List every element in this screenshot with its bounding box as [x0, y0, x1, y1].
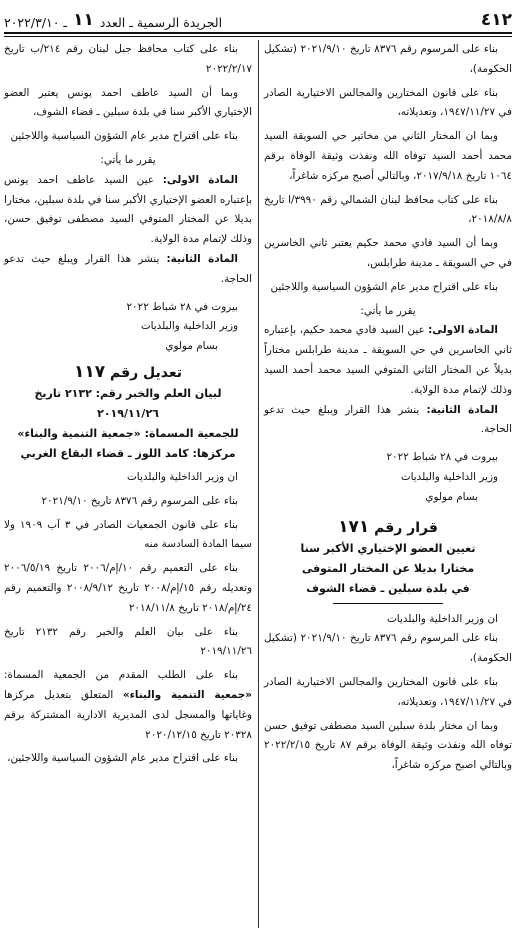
issue-number: ١١ — [73, 10, 94, 30]
header-rule-thin — [4, 36, 512, 37]
article-2 — [264, 401, 512, 441]
article-2 — [4, 250, 252, 290]
article-label: المادة الاولى: — [428, 324, 498, 337]
article-label: المادة الاولى: — [162, 173, 238, 186]
gazette-issue-info — [4, 10, 222, 30]
header-rule — [4, 32, 512, 34]
decides-heading: يقرر ما يأتي: — [360, 304, 416, 317]
article-label: المادة الثانية: — [426, 403, 498, 416]
paragraph: وبما أن السيد فادي محمد حكيم يعتبر ثاني الخاسرين في حي السويقة ـ مدينة طرابلس، — [264, 237, 512, 269]
page-header — [4, 8, 512, 30]
paragraph: بناء على الطلب المقدم من الجمعية المسماة: «جمعية التنمية والبناء» المتعلق بتعديل مركزها وغاياتها والمسجل لدى المديرية الادارية المشتركة برقم ٢٠٣٢٨ تاريخ ٢٠٢٠/١٢/١٥ — [4, 669, 252, 741]
signature: بسام مولوي — [165, 340, 218, 353]
article-1 — [4, 171, 252, 250]
column-divider — [258, 40, 259, 928]
decision-title: قرار رقم ١٧١ — [338, 516, 438, 537]
paragraph: بناء على اقتراح مدير عام الشؤون السياسية واللاجئين — [10, 130, 238, 143]
decision-subject: تعيين العضو الإختياري الأكبر سنا — [300, 541, 476, 555]
paragraph: وبما أن السيد عاطف احمد يونس يعتبر العضو الإختياري الأكبر سنا في بلدة سبلين ـ قضاء الشوف، — [4, 86, 252, 119]
paragraph: بناء على المرسوم رقم ٨٣٧٦ تاريخ ٢٠٢١/٩/١٠ — [41, 494, 238, 507]
title-rule — [333, 603, 443, 604]
article-text: عين السيد فادي محمد حكيم، بإعتباره ثاني الخاسرين في حي السويقة ـ مدينة طرابلس مختاراً بديلاً عن المختار الثاني المتوفي السيد محمد أحمد السيد وذلك لإتمام مدة الولاية. — [264, 324, 512, 396]
article-label: المادة الثانية: — [166, 252, 238, 265]
paragraph: بناء على المرسوم رقم ٨٣٧٦ تاريخ ٢٠٢١/٩/١٠ (تشكيل الحكومة)، — [264, 632, 512, 665]
article-text: ينشر هذا القرار ويبلغ حيث تدعو الحاجة. — [264, 403, 512, 436]
article-1 — [264, 321, 512, 400]
paragraph: بناء على التعميم رقم ١٠/إم/٢٠٠٦ تاريخ ٢٠٠٦/٥/١٩ وتعديله رقم ١٥/إم/٢٠٠٨ تاريخ ٢٠٠٨/٩/١٢ والتعميم رقم ٢٤/إم/٢٠١٨ تاريخ ٢٠١٨/١١/٨ — [4, 562, 252, 614]
minister-title: وزير الداخلية والبلديات — [400, 470, 498, 483]
paragraph: بناء على قانون المختارين والمجالس الاختيارية الصادر في ١٩٤٧/١١/٢٧، وتعديلاته، — [264, 675, 512, 708]
paragraph: بناء على كتاب محافظ لبنان الشمالي رقم ٣٩٩٠/ا تاريخ ٢٠١٨/٨/٨، — [264, 193, 512, 226]
paragraph: بناء على اقتراح مدير عام الشؤون السياسية واللاجئين — [270, 280, 498, 293]
article-text: عين السيد عاطف احمد يونس بإعتباره العضو الإختياري الأكبر سنا في بلدة سبلين، مختارا بديلا عن المختار المتوفي السيد مصطفى توفيق حسن، وذلك لإتمام مدة الولاية. — [4, 173, 252, 246]
paragraph: بناء على كتاب محافظ جبل لبنان رقم ٢١٤/ب تاريخ ٢٠٢٢/٢/١٧ — [4, 43, 252, 75]
page-number: ٤١٢ — [480, 10, 512, 30]
minister-title: وزير الداخلية والبلديات — [140, 320, 238, 333]
gazette-name: الجريدة الرسمية ـ العدد — [99, 15, 223, 30]
left-column — [4, 40, 252, 930]
association-name: «جمعية التنمية والبناء» — [122, 688, 252, 701]
decision-subject: مختارا بديلا عن المختار المتوفى — [301, 561, 475, 575]
paragraph: بناء على اقتراح مدير عام الشؤون السياسية واللاجئين، — [7, 752, 238, 765]
amendment-subject: لبيان العلم والخبر رقم: ٢١٣٢ تاريخ ٢٠١٩/١١/٢٦ — [34, 386, 222, 420]
signature: بسام مولوي — [425, 490, 478, 503]
paragraph: بناء على قانون المختارين والمجالس الاختيارية الصادر في ١٩٤٧/١١/٢٧، وتعديلاته، — [264, 86, 512, 119]
right-column — [264, 40, 512, 930]
amendment-number: ١١٧ — [73, 361, 106, 382]
place-date: بيروت في ٢٨ شباط ٢٠٢٢ — [386, 451, 498, 464]
amendment-subject: للجمعية المسماة: «جمعية التنمية والبناء» — [17, 426, 239, 440]
paragraph: بناء على بيان العلم والخبر رقم ٢١٣٢ تاريخ ٢٠١٩/١١/٢٦ — [4, 625, 252, 658]
decision-subject: في بلدة سبلين ـ قضاء الشوف — [306, 581, 470, 595]
paragraph: وبما ان المختار الثاني من مخاتير حي السويقة السيد محمد أحمد السيد توفاه الله ونفذت وثيقة الوفاة برقم ١٠٦٤ تاريخ ٢٠١٧/٩/١٨، وبالتالي أصبح مركزه شاغراً، — [264, 130, 512, 182]
paragraph: وبما ان مختار بلدة سبلين السيد مصطفى توفيق حسن توفاه الله ونفذت وثيقة الوفاة برقم ٨٧ تاريخ ٢٠٢٢/٢/١٥ وبالتالي اصبح مركزه شاغراً، — [264, 719, 513, 772]
paragraph: ان وزير الداخلية والبلديات — [127, 470, 238, 483]
issue-date: ـ ٢٠٢٢/٣/١٠ — [4, 15, 68, 30]
paragraph: بناء على المرسوم رقم ٨٣٧٦ تاريخ ٢٠٢١/٩/١٠ (تشكيل الحكومة)، — [264, 43, 512, 75]
paragraph: ان وزير الداخلية والبلديات — [387, 612, 498, 625]
amendment-title: تعديل رقم ١١٧ — [73, 361, 183, 382]
article-text: ينشر هذا القرار ويبلغ حيث تدعو الحاجة. — [4, 252, 252, 285]
paragraph: بناء على قانون الجمعيات الصادر في ٣ آب ١٩٠٩ ولا سيما المادة السادسة منه — [4, 518, 252, 551]
decision-number: ١٧١ — [338, 516, 370, 537]
place-date: بيروت في ٢٨ شباط ٢٠٢٢ — [126, 300, 238, 313]
decides-heading: يقرر ما يأتي: — [100, 153, 156, 166]
amendment-subject: مركزها: كامد اللوز ـ قضاء البقاع الغربي — [20, 446, 236, 460]
